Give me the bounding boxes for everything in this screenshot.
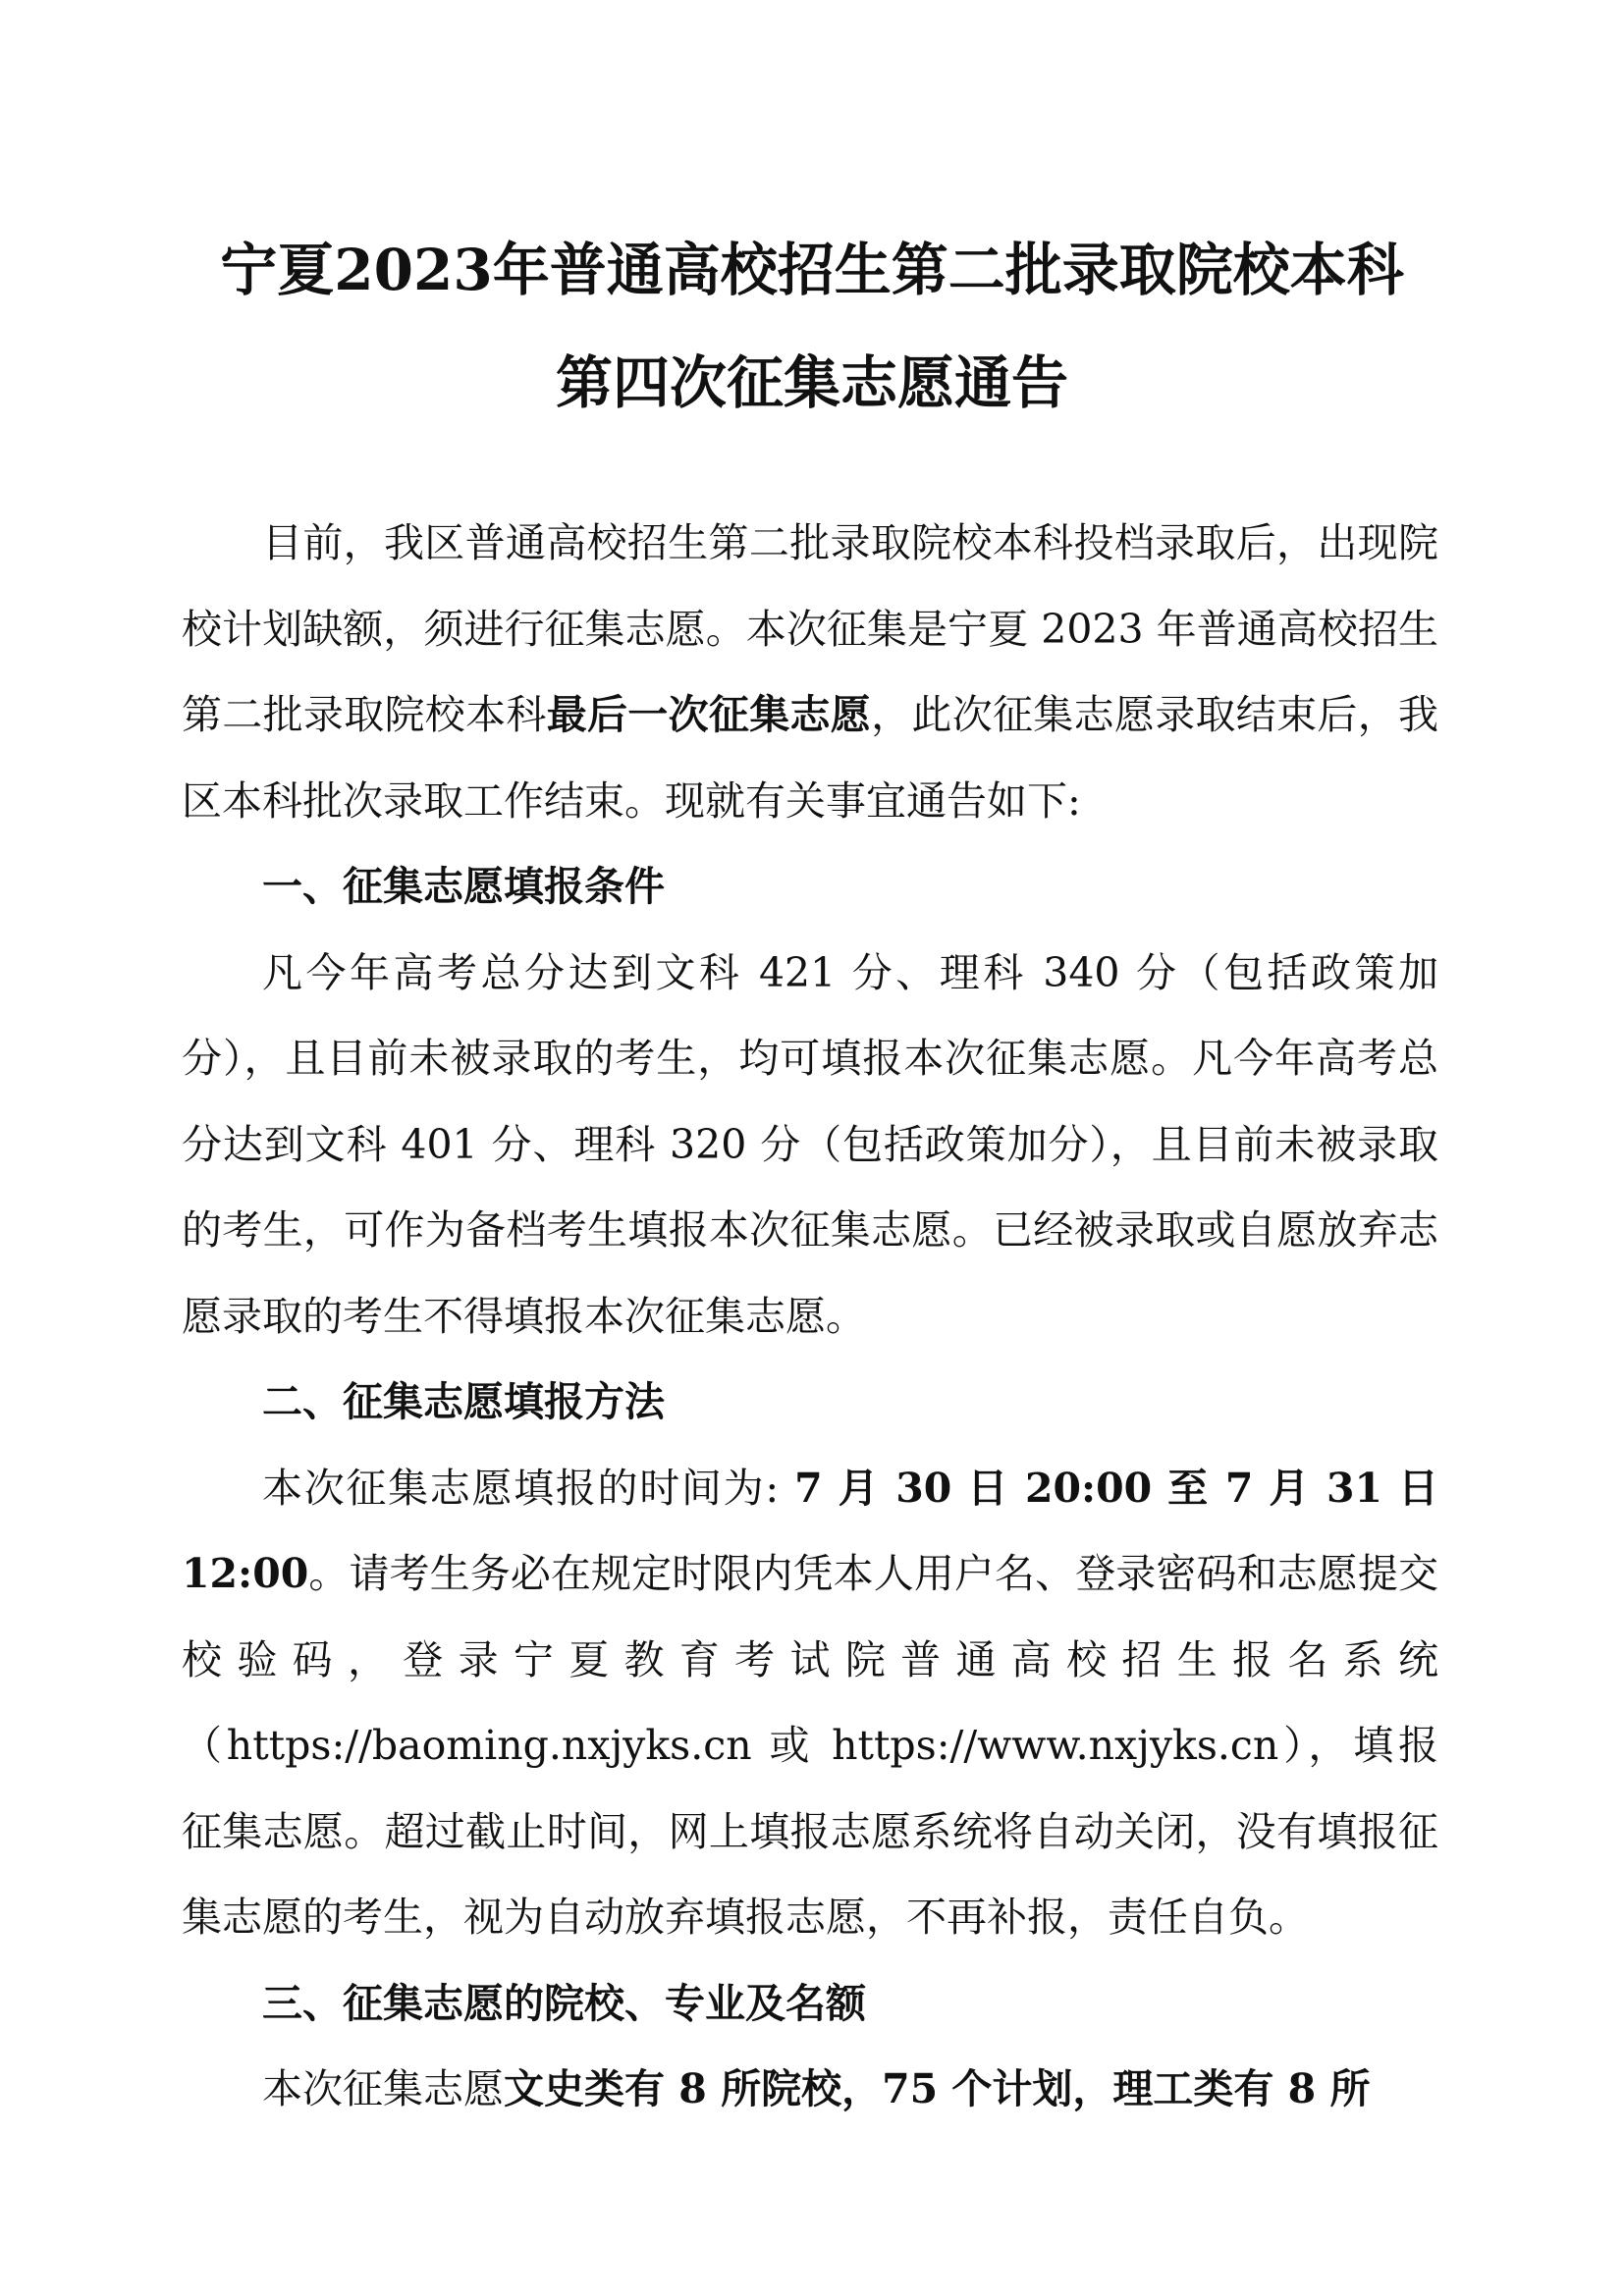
section3-heading: 三、征集志愿的院校、专业及名额 xyxy=(262,1979,866,2027)
section3-emphasis: 文史类有 8 所院校，75 个计划，理工类有 8 所 xyxy=(504,2065,1371,2112)
section2-time: 7 月 30 日 20:00 至 7 月 31 日 12:00 xyxy=(182,1464,1439,1597)
intro-paragraph xyxy=(182,501,1438,844)
intro-text-end: ，此次征集志愿录取结束后，我区本科批次录取工作结束。现就有关事宜通告如下: xyxy=(182,691,1439,825)
document-title-line1: 宁夏2023年普通高校招生第二批录取院校本科 xyxy=(220,237,1404,303)
section3-lead: 本次征集志愿 xyxy=(262,2065,504,2112)
document-body xyxy=(182,501,1438,2133)
section2-paragraph xyxy=(182,1446,1438,1961)
section1-paragraph: 凡今年高考总分达到文科 421 分、理科 340 分（包括政策加分），且目前未被录取的考生，均可填报本次征集志愿。凡今年高考总分达到文科 401 分、理科 320 分（包括政策加分），且目前未被录取的考生，可作为备档考生填报本次征集志愿。已经被录取或自愿放弃志愿录取的考生不得填报本次征集志愿。 xyxy=(182,948,1438,1340)
section2-text: 。请考生务必在规定时限内凭本人用户名、登录密码和志愿提交校验码，登录宁夏教育考试院普通高校招生报名系统（https://baoming.nxjyks.cn 或 https://www.nxjyks.cn），填报征集志愿。超过截止时间，网上填报志愿系统将自动关闭，没有填报征集志愿的考生，视为自动放弃填报志愿，不再补报，责任自负。 xyxy=(182,1550,1438,1941)
section2-heading: 二、征集志愿填报方法 xyxy=(262,1378,665,1425)
intro-text: 目前，我区普通高校招生第二批录取院校本科投档录取后，出现院校计划缺额，须进行征集志愿。本次征集是宁夏 2023 年普通高校招生第二批录取院校本科 xyxy=(182,519,1438,738)
intro-emphasis: 最后一次征集志愿 xyxy=(546,691,872,738)
document-title-line2: 第四次征集志愿通告 xyxy=(555,349,1068,416)
section3-paragraph xyxy=(182,2047,1438,2133)
section2-lead: 本次征集志愿填报的时间为: xyxy=(262,1464,780,1512)
section1-heading: 一、征集志愿填报条件 xyxy=(262,863,665,910)
